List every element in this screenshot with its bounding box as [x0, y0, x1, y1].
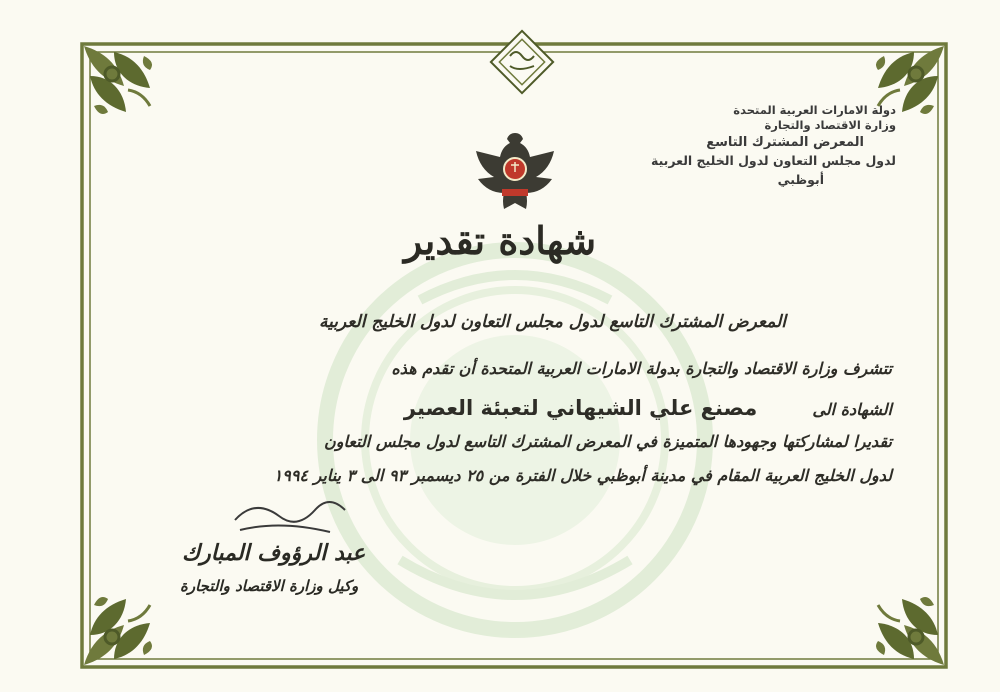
recipient-name: مصنع علي الشيهاني لتعبئة العصير [403, 396, 758, 420]
certificate-title: شهادة تقدير [403, 218, 597, 263]
issuer-council: لدول مجلس التعاون لدول الخليج العربية [651, 153, 896, 168]
certificate-subtitle: المعرض المشترك التاسع لدول مجلس التعاون لدول الخليج العربية [318, 312, 786, 332]
signatory-name: عبد الرؤوف المبارك [182, 540, 366, 566]
body-line-3: تقديرا لمشاركتها وجهودها المتميزة في المعرض المشترك التاسع لدول مجلس التعاون [324, 432, 892, 451]
signatory-title: وكيل وزارة الاقتصاد والتجارة [180, 577, 359, 595]
body-line-2-prefix: الشهادة الى [812, 400, 892, 419]
body-line-4: لدول الخليج العربية المقام في مدينة أبوظبي خلال الفترة من ٢٥ ديسمبر ٩٣ الى ٣ يناير ١٩٩٤ [273, 466, 892, 485]
falcon-emblem [476, 133, 554, 209]
issuer-ministry: وزارة الاقتصاد والتجارة [764, 118, 896, 132]
body-line-2 [404, 396, 892, 420]
issuer-city: أبوظبي [777, 172, 824, 187]
calligraphy-seal-logo [491, 31, 553, 93]
issuer-country: دولة الامارات العربية المتحدة [733, 103, 896, 117]
body-line-1: تتشرف وزارة الاقتصاد والتجارة بدولة الامارات العربية المتحدة أن تقدم هذه [391, 359, 892, 378]
handwritten-signature [235, 502, 345, 532]
issuer-exhibition: المعرض المشترك التاسع [706, 135, 864, 150]
